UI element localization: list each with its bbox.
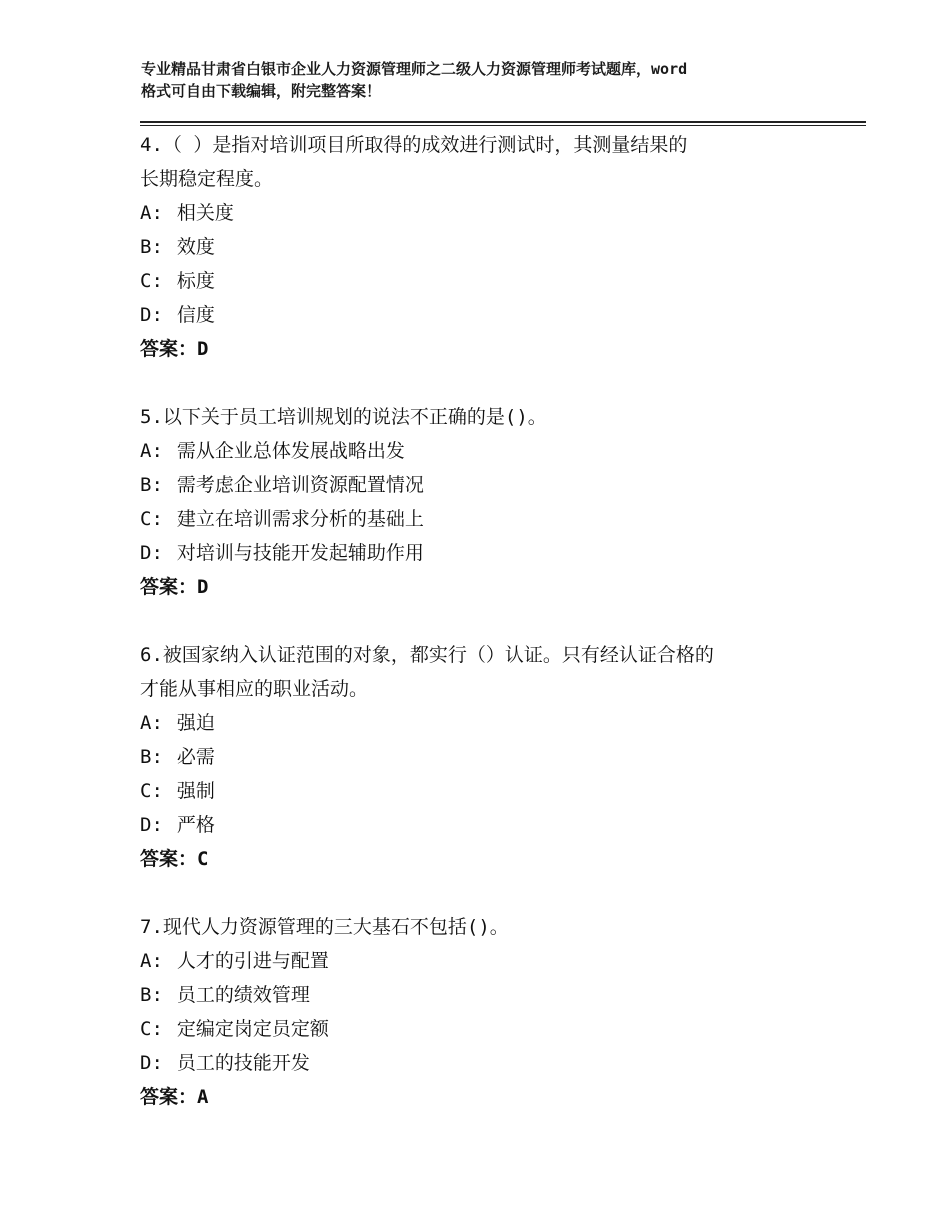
- option-letter: D:: [140, 304, 163, 326]
- option-letter: C:: [140, 1018, 163, 1040]
- option-b: [140, 740, 820, 774]
- option-text: 信度: [176, 304, 215, 326]
- header-line-1: 专业精品甘肃省白银市企业人力资源管理师之二级人力资源管理师考试题库，word: [141, 60, 688, 78]
- option-letter: B:: [140, 474, 163, 496]
- option-d: [140, 536, 820, 570]
- option-b: [140, 230, 820, 264]
- document-header: [141, 58, 841, 102]
- option-b: [140, 468, 820, 502]
- option-text: 强迫: [176, 712, 215, 734]
- option-letter: B:: [140, 746, 163, 768]
- option-letter: A:: [140, 440, 163, 462]
- option-text: 严格: [176, 814, 215, 836]
- option-c: [140, 774, 820, 808]
- option-d: [140, 298, 820, 332]
- option-text: 标度: [176, 270, 215, 292]
- option-d: [140, 808, 820, 842]
- question-gap: [140, 604, 820, 638]
- option-a: [140, 944, 820, 978]
- header-divider-thick: [140, 121, 866, 123]
- option-b: [140, 978, 820, 1012]
- option-c: [140, 1012, 820, 1046]
- option-a: [140, 706, 820, 740]
- stem-line: 4.（ ）是指对培训项目所取得的成效进行测试时，其测量结果的: [140, 134, 688, 156]
- stem-line: 6.被国家纳入认证范围的对象，都实行（）认证。只有经认证合格的: [140, 644, 714, 666]
- stem-line: 才能从事相应的职业活动。: [140, 678, 369, 700]
- option-letter: B:: [140, 236, 163, 258]
- option-text: 员工的技能开发: [176, 1052, 310, 1074]
- answer-line: 答案：D: [140, 576, 209, 598]
- option-text: 效度: [176, 236, 215, 258]
- stem-line: 7.现代人力资源管理的三大基石不包括()。: [140, 916, 509, 938]
- question-list: [140, 128, 820, 1114]
- option-letter: C:: [140, 270, 163, 292]
- option-letter: A:: [140, 950, 163, 972]
- stem-line: 5.以下关于员工培训规划的说法不正确的是()。: [140, 406, 547, 428]
- header-line-2: 格式可自由下载编辑，附完整答案！: [141, 82, 382, 100]
- question-gap: [140, 876, 820, 910]
- option-letter: C:: [140, 508, 163, 530]
- question-7: [140, 910, 820, 1114]
- option-text: 相关度: [176, 202, 234, 224]
- option-text: 对培训与技能开发起辅助作用: [176, 542, 424, 564]
- question-stem: [140, 128, 820, 196]
- option-text: 定编定岗定员定额: [176, 1018, 329, 1040]
- option-letter: D:: [140, 814, 163, 836]
- option-letter: B:: [140, 984, 163, 1006]
- question-stem: [140, 638, 820, 706]
- answer-line: 答案：D: [140, 338, 209, 360]
- option-d: [140, 1046, 820, 1080]
- option-text: 需从企业总体发展战略出发: [176, 440, 405, 462]
- option-a: [140, 196, 820, 230]
- option-text: 员工的绩效管理: [176, 984, 310, 1006]
- option-c: [140, 502, 820, 536]
- header-divider-thin: [140, 125, 866, 126]
- question-6: [140, 638, 820, 876]
- question-stem: [140, 910, 820, 944]
- answer-line: 答案：A: [140, 1086, 209, 1108]
- option-letter: A:: [140, 202, 163, 224]
- answer-line: 答案：C: [140, 848, 209, 870]
- option-c: [140, 264, 820, 298]
- option-letter: A:: [140, 712, 163, 734]
- option-letter: D:: [140, 1052, 163, 1074]
- question-gap: [140, 366, 820, 400]
- question-stem: [140, 400, 820, 434]
- option-text: 需考虑企业培训资源配置情况: [176, 474, 424, 496]
- option-text: 建立在培训需求分析的基础上: [176, 508, 424, 530]
- option-text: 必需: [176, 746, 215, 768]
- question-4: [140, 128, 820, 366]
- option-text: 强制: [176, 780, 215, 802]
- option-letter: C:: [140, 780, 163, 802]
- question-5: [140, 400, 820, 604]
- option-letter: D:: [140, 542, 163, 564]
- stem-line: 长期稳定程度。: [140, 168, 274, 190]
- option-text: 人才的引进与配置: [176, 950, 329, 972]
- option-a: [140, 434, 820, 468]
